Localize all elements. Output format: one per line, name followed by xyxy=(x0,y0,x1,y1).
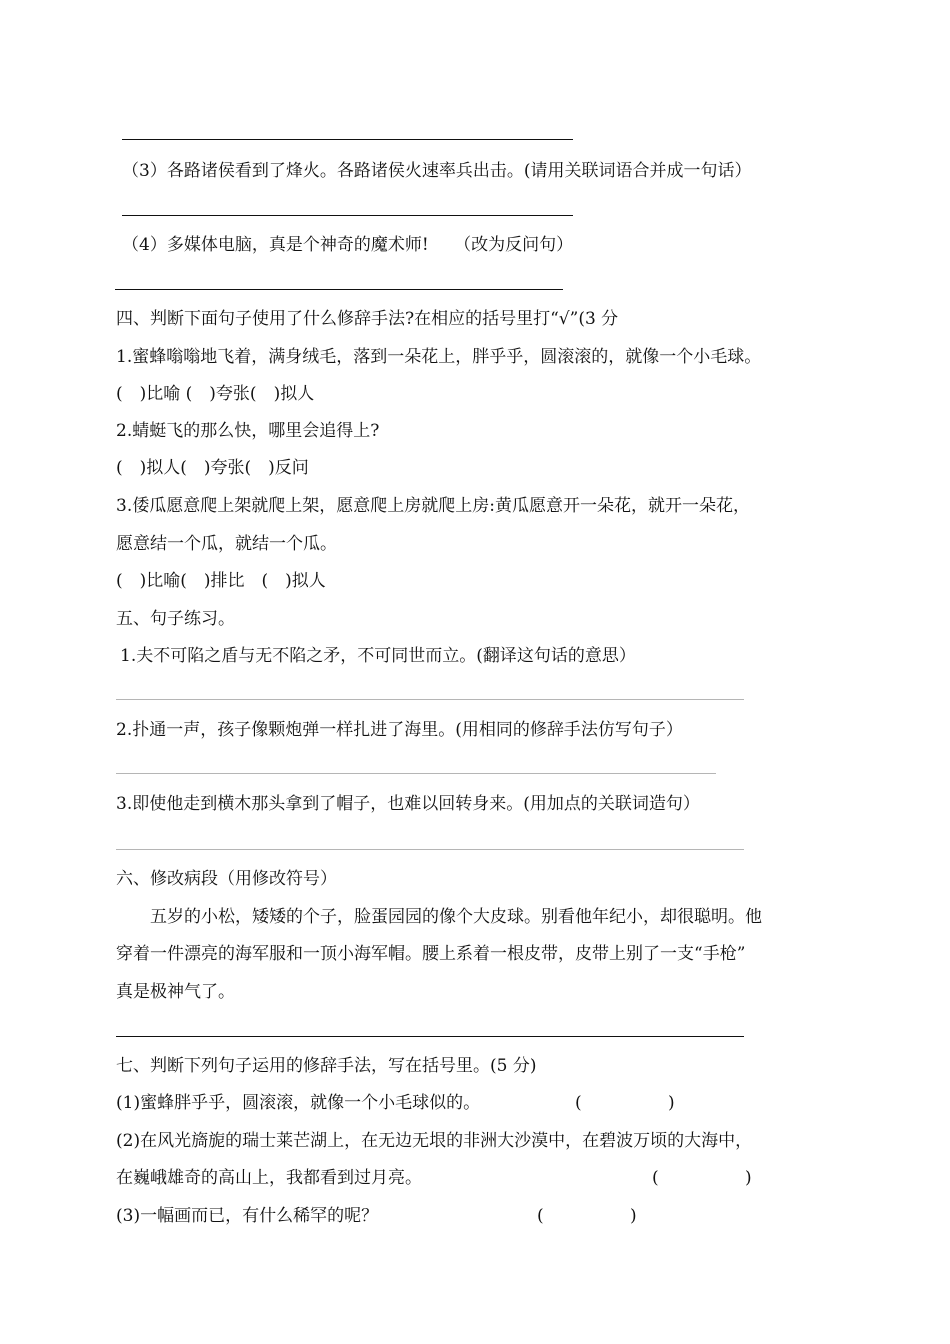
sec4-q2-options[interactable]: ( )拟人( )夸张( )反问 xyxy=(116,458,309,478)
sec5-q2: 2.扑通一声，孩子像颗炮弹一样扎进了海里。(用相同的修辞手法仿写句子） xyxy=(116,720,683,740)
answer-line-q3[interactable] xyxy=(122,215,573,216)
sec7-q2-line2: 在巍峨雄奇的高山上，我都看到过月亮。 xyxy=(116,1168,422,1188)
answer-line-sec6[interactable] xyxy=(116,1036,744,1037)
sec7-title: 七、判断下列句子运用的修辞手法，写在括号里。(5 分) xyxy=(116,1056,537,1076)
sec4-q3-line2: 愿意结一个瓜，就结一个瓜。 xyxy=(116,534,337,554)
sec6-paragraph-line3: 真是极神气了。 xyxy=(116,982,235,1002)
sec5-q1: 1.夫不可陷之盾与无不陷之矛，不可同世而立。(翻译这句话的意思） xyxy=(120,646,636,666)
sec4-q3-options[interactable]: ( )比喻( )排比 ( )拟人 xyxy=(116,571,326,591)
answer-line-sec5-q2[interactable] xyxy=(116,773,716,774)
sec7-q2-line1: (2)在风光旖旎的瑞士莱芒湖上，在无边无垠的非洲大沙漠中，在碧波万顷的大海中， xyxy=(116,1131,753,1151)
answer-line-q4[interactable] xyxy=(115,289,563,290)
sec6-paragraph-line2: 穿着一件漂亮的海军服和一顶小海军帽。腰上系着一根皮带，皮带上别了一支“手枪” xyxy=(116,944,746,964)
sec4-q2: 2.蜻蜓飞的那么快，哪里会追得上? xyxy=(116,421,380,441)
sec5-q3: 3.即使他走到横木那头拿到了帽子，也难以回转身来。(用加点的关联词造句） xyxy=(116,794,700,814)
sec7-q1: (1)蜜蜂胖乎乎，圆滚滚，就像一个小毛球似的。 xyxy=(116,1093,481,1113)
answer-line-q2[interactable] xyxy=(122,139,573,140)
sec7-q1-answer-open[interactable]: ( xyxy=(575,1093,582,1113)
sec7-q2-answer-open[interactable]: ( xyxy=(652,1168,659,1188)
sec4-title: 四、判断下面句子使用了什么修辞手法?在相应的括号里打“√”(3 分 xyxy=(116,309,619,329)
sec6-title: 六、修改病段（用修改符号） xyxy=(116,869,337,889)
sec4-q1-options[interactable]: ( )比喻 ( )夸张( )拟人 xyxy=(116,384,315,404)
answer-line-sec5-q1[interactable] xyxy=(116,699,744,700)
sec3-q4: （4）多媒体电脑，真是个神奇的魔术师! （改为反问句） xyxy=(122,235,574,255)
sec7-q3-answer-open[interactable]: ( xyxy=(537,1206,544,1226)
sec7-q3: (3)一幅画而已，有什么稀罕的呢？ xyxy=(116,1206,379,1226)
sec7-q2-answer-close[interactable]: ) xyxy=(745,1168,752,1188)
sec5-title: 五、句子练习。 xyxy=(116,609,235,629)
sec7-q1-answer-close[interactable]: ) xyxy=(668,1093,675,1113)
sec3-q3: （3）各路诸侯看到了烽火。各路诸侯火速率兵出击。(请用关联词语合并成一句话） xyxy=(122,161,752,181)
sec6-paragraph-line1: 五岁的小松，矮矮的个子，脸蛋园园的像个大皮球。别看他年纪小，却很聪明。他 xyxy=(150,907,762,927)
sec4-q1: 1.蜜蜂嗡嗡地飞着，满身绒毛，落到一朵花上，胖乎乎，圆滚滚的，就像一个小毛球。 xyxy=(116,347,762,367)
sec7-q3-answer-close[interactable]: ) xyxy=(630,1206,637,1226)
sec4-q3-line1: 3.倭瓜愿意爬上架就爬上架，愿意爬上房就爬上房:黄瓜愿意开一朵花，就开一朵花， xyxy=(116,496,750,516)
answer-line-sec5-q3[interactable] xyxy=(116,849,744,850)
